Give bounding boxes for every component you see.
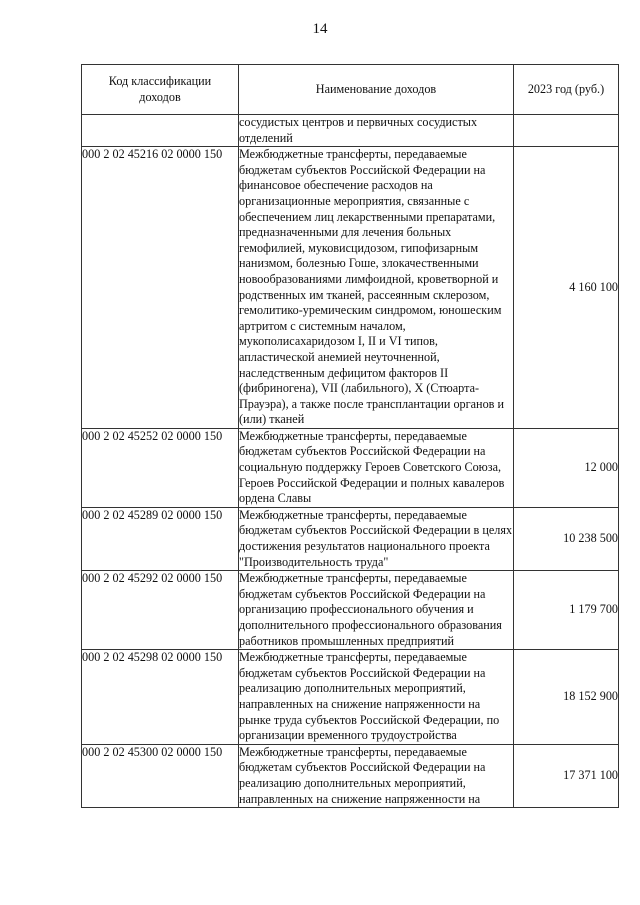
table-row — [82, 115, 619, 147]
header-amount: 2023 год (руб.) — [514, 65, 619, 115]
row-code: 000 2 02 45289 02 0000 150 — [82, 507, 239, 570]
header-code: Код классификации доходов — [82, 65, 239, 115]
row-code: 000 2 02 45298 02 0000 150 — [82, 650, 239, 745]
table-row — [82, 650, 619, 745]
row-code: 000 2 02 45300 02 0000 150 — [82, 744, 239, 807]
table-row — [82, 571, 619, 650]
table-header-row — [82, 65, 619, 115]
row-code: 000 2 02 45216 02 0000 150 — [82, 147, 239, 429]
row-name: Межбюджетные трансферты, передаваемые бюджетам субъектов Российской Федерации в целях достижения результатов национального проекта "Производительность труда" — [239, 507, 514, 570]
row-amount: 4 160 100 — [514, 147, 619, 429]
row-name: Межбюджетные трансферты, передаваемые бюджетам субъектов Российской Федерации на реализацию дополнительных мероприятий, направленных на снижение напряженности на рынке труда субъектов Российской Федерации, по организации временного трудоустройства — [239, 650, 514, 745]
row-amount: 10 238 500 — [514, 507, 619, 570]
row-name: Межбюджетные трансферты, передаваемые бюджетам субъектов Российской Федерации на финансовое обеспечение расходов на организационные мероприятия, связанные с обеспечением лиц лекарственными препаратами, предназначенными для лечения больных гемофилией, муковисцидозом, гипофизарным нанизмом, болезнью Гоше, злокачественными новообразованиями лимфоидной, кроветворной и родственных им тканей, рассеянным склерозом, гемолитико-уремическим синдромом, юношеским артритом с системным началом, мукополисахаридозом I, II и VI типов, апластической анемией неуточненной, наследственным дефицитом факторов II (фибриногена), VII (лабильного), X (Стюарта-Прауэра), а также после трансплантации органов и (или) тканей — [239, 147, 514, 429]
row-amount: 12 000 — [514, 428, 619, 507]
page-number: 14 — [312, 21, 328, 37]
revenue-table — [81, 64, 619, 808]
row-code: 000 2 02 45292 02 0000 150 — [82, 571, 239, 650]
row-amount: 17 371 100 — [514, 744, 619, 807]
row-name: сосудистых центров и первичных сосудистых отделений — [239, 115, 514, 147]
table-row — [82, 507, 619, 570]
row-code: 000 2 02 45252 02 0000 150 — [82, 428, 239, 507]
row-code — [82, 115, 239, 147]
table-row — [82, 147, 619, 429]
table-row — [82, 744, 619, 807]
header-name: Наименование доходов — [239, 65, 514, 115]
row-amount: 18 152 900 — [514, 650, 619, 745]
row-amount: 1 179 700 — [514, 571, 619, 650]
row-amount — [514, 115, 619, 147]
row-name: Межбюджетные трансферты, передаваемые бюджетам субъектов Российской Федерации на социальную поддержку Героев Советского Союза, Героев Российской Федерации и полных кавалеров ордена Славы — [239, 428, 514, 507]
row-name: Межбюджетные трансферты, передаваемые бюджетам субъектов Российской Федерации на организацию профессионального обучения и дополнительного профессионального образования работников промышленных предприятий — [239, 571, 514, 650]
row-name: Межбюджетные трансферты, передаваемые бюджетам субъектов Российской Федерации на реализацию дополнительных мероприятий, направленных на снижение напряженности на — [239, 744, 514, 807]
table-row — [82, 428, 619, 507]
